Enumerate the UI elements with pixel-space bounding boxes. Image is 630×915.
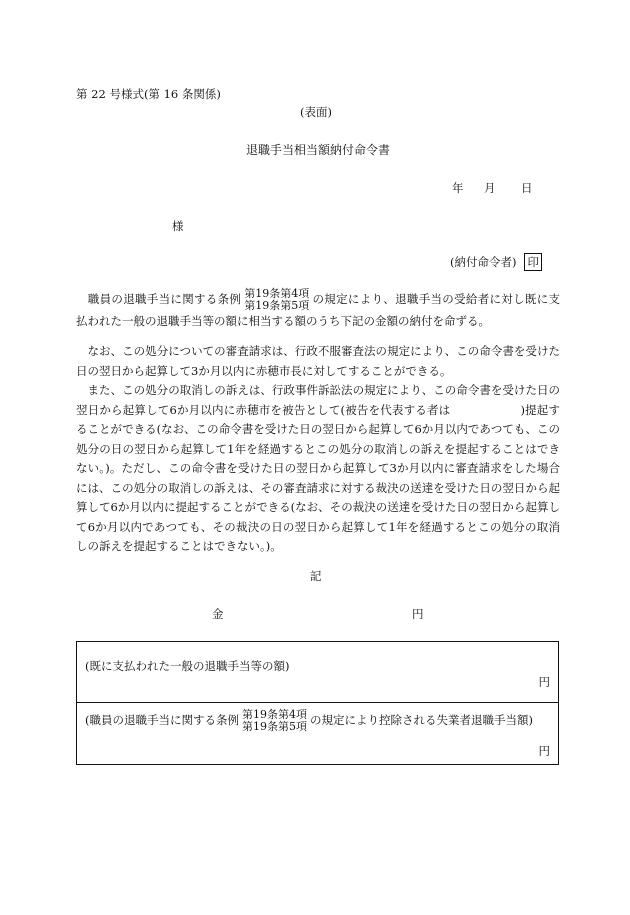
addressee-suffix: 様 [172, 219, 184, 233]
table-row [77, 642, 558, 703]
table-row [77, 703, 558, 764]
row2-article-a: 第19条第4項 [242, 708, 307, 721]
row2-article-b: 第19条第5項 [242, 720, 307, 733]
page-side: (表面) [300, 105, 332, 119]
row1-unit: 円 [538, 675, 550, 689]
date-year-label: 年 [452, 181, 464, 195]
p1-post: の規定により、退職手当の受給者に対し既に支払われた一般の退職手当等の額に相当する額のうち下記の金額の納付を命ずる。 [76, 292, 561, 328]
row1-label: (既に支払われた一般の退職手当等の額) [85, 659, 290, 673]
paragraph-1 [76, 288, 560, 332]
issuer-line [450, 253, 542, 271]
article-b: 第19条第5項 [244, 299, 310, 312]
record-heading: 記 [310, 569, 322, 583]
row2-article-stack [242, 709, 307, 733]
p1-pre: 職員の退職手当に関する条例 [87, 292, 242, 306]
date-month-label: 月 [484, 181, 496, 195]
article-stack [244, 288, 309, 312]
row2-post: の規定により控除される失業者退職手当額) [310, 713, 533, 727]
seal-mark: 印 [524, 253, 542, 271]
paragraph-2 [76, 342, 560, 381]
row2-unit: 円 [538, 744, 550, 758]
row2-pre: (職員の退職手当に関する条例 [85, 713, 239, 727]
issuer-label: (納付命令者) [450, 255, 517, 269]
article-a: 第19条第4項 [244, 287, 310, 300]
p2-text: なお、この処分についての審査請求は、行政不服審査法の規定により、この命令書を受けた日の翌日から起算して3か月以内に赤穂市長に対してすることができる。 [76, 344, 560, 378]
document-title: 退職手当相当額納付命令書 [246, 143, 391, 157]
row2-label [85, 709, 533, 733]
deduction-table [76, 641, 559, 765]
date-day-label: 日 [521, 181, 533, 195]
amount-label: 金 [212, 607, 224, 621]
amount-unit: 円 [412, 607, 424, 621]
form-number: 第 22 号様式(第 16 条関係) [76, 87, 221, 101]
paragraph-3 [76, 381, 560, 557]
p3-text: また、この処分の取消しの訴えは、行政事件訴訟法の規定により、この命令書を受けた日の翌日から起算して6か月以内に赤穂市を被告として(被告を代表する者は )提起することができる(なお、この命令書を受けた日の翌日から起算して6か月以内であつても、この処分の日の翌日から起算して1年を経過するとこの処分の取消しの訴えを提起することはできない。)。ただし、この命令書を受けた日の翌日から起算して3か月以内に審査請求をした場合には、この処分の取消しの訴えは、その審査請求に対する裁決の送達を受けた日の翌日から起算して6か月以内に提起することができる(なお、その裁決の送達を受けた日の翌日から起算して6か月以内であつても、その裁決の日の翌日から起算して1年を経過するとこの処分の取消しの訴えを提起することはできない。)。 [76, 383, 560, 553]
